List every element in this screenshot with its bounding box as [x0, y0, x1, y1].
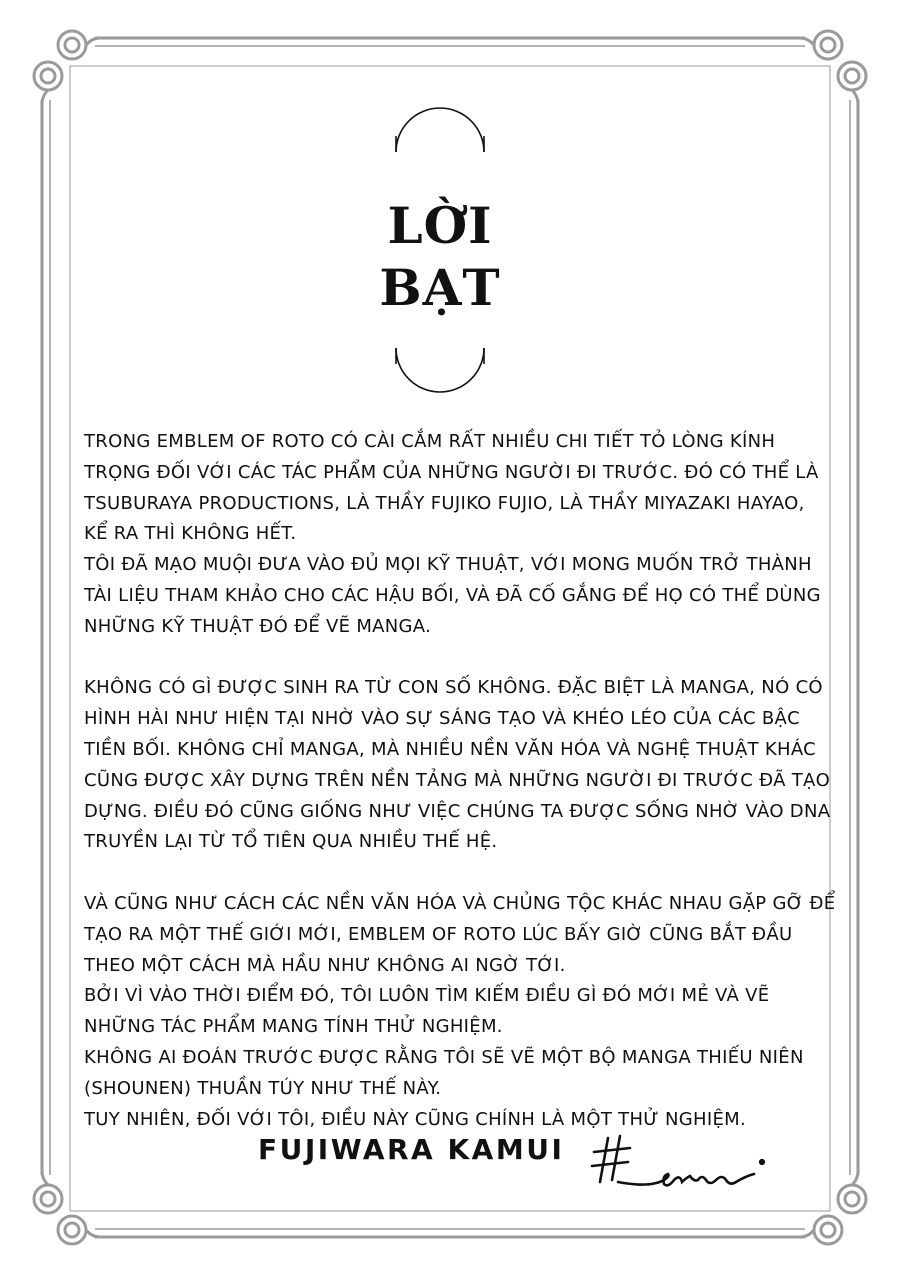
text-line: TSUBURAYA PRODUCTIONS, LÀ THẦY FUJIKO FUJIO, LÀ THẦY MIYAZAKI HAYAO,	[84, 492, 805, 514]
text-line: TRUYỀN LẠI TỪ TỔ TIÊN QUA NHIỀU THẾ HỆ.	[84, 831, 498, 853]
title-block	[340, 100, 540, 400]
text-line: TRONG EMBLEM OF ROTO CÓ CÀI CẮM RẤT NHIỀU CHI TIẾT TỎ LÒNG KÍNH	[84, 431, 776, 452]
text-line: HÌNH HÀI NHƯ HIỆN TẠI NHỜ VÀO SỰ SÁNG TẠO VÀ KHÉO LÉO CỦA CÁC BẬC	[84, 708, 801, 730]
author-name: FUJIWARA KAMUI	[258, 1133, 565, 1166]
page-title-line-2: BẠT	[379, 258, 501, 317]
text-line: (SHOUNEN) THUẦN TÚY NHƯ THẾ NÀY.	[84, 1077, 442, 1099]
text-line: CŨNG ĐƯỢC XÂY DỰNG TRÊN NỀN TẢNG MÀ NHỮNG NGƯỜI ĐI TRƯỚC ĐÃ TẠO	[84, 769, 831, 791]
text-line: THEO MỘT CÁCH MÀ HẦU NHƯ KHÔNG AI NGỜ TỚI.	[84, 954, 566, 976]
text-line: TÀI LIỆU THAM KHẢO CHO CÁC HẬU BỐI, VÀ ĐÃ CỐ GẮNG ĐỂ HỌ CÓ THỂ DÙNG	[84, 584, 821, 606]
paragraph-2	[84, 673, 831, 858]
text-line: TUY NHIÊN, ĐỐI VỚI TÔI, ĐIỀU NÀY CŨNG CHÍNH LÀ MỘT THỬ NGHIỆM.	[84, 1108, 747, 1130]
author-signature	[590, 1130, 780, 1200]
text-line: NHỮNG KỸ THUẬT ĐÓ ĐỂ VẼ MANGA.	[84, 615, 432, 637]
text-line: TÔI ĐÃ MẠO MUỘI ĐƯA VÀO ĐỦ MỌI KỸ THUẬT, VỚI MONG MUỐN TRỞ THÀNH	[84, 554, 812, 576]
paragraph-3	[84, 889, 836, 1135]
text-line: KỂ RA THÌ KHÔNG HẾT.	[84, 523, 297, 545]
text-line: NHỮNG TÁC PHẨM MANG TÍNH THỬ NGHIỆM.	[84, 1016, 503, 1038]
text-line: KHÔNG CÓ GÌ ĐƯỢC SINH RA TỪ CON SỐ KHÔNG. ĐẶC BIỆT LÀ MANGA, NÓ CÓ	[84, 677, 823, 699]
text-line: DỰNG. ĐIỀU ĐÓ CŨNG GIỐNG NHƯ VIỆC CHÚNG TA ĐƯỢC SỐNG NHỜ VÀO DNA	[84, 800, 831, 822]
page-title-line-1: LỜI	[387, 196, 493, 255]
paragraph-1	[84, 427, 821, 643]
text-line: TIỀN BỐI. KHÔNG CHỈ MANGA, MÀ NHIỀU NỀN VĂN HÓA VÀ NGHỆ THUẬT KHÁC	[84, 738, 817, 760]
text-line: BỞI VÌ VÀO THỜI ĐIỂM ĐÓ, TÔI LUÔN TÌM KIẾM ĐIỀU GÌ ĐÓ MỚI MẺ VÀ VẼ	[84, 985, 770, 1007]
afterword-body	[84, 427, 836, 1135]
text-line: TRỌNG ĐỐI VỚI CÁC TÁC PHẨM CỦA NHỮNG NGƯỜI ĐI TRƯỚC. ĐÓ CÓ THỂ LÀ	[84, 461, 819, 483]
text-line: TẠO RA MỘT THẾ GIỚI MỚI, EMBLEM OF ROTO LÚC BẤY GIỜ CŨNG BẮT ĐẦU	[84, 923, 793, 945]
text-line: KHÔNG AI ĐOÁN TRƯỚC ĐƯỢC RẰNG TÔI SẼ VẼ MỘT BỘ MANGA THIẾU NIÊN	[84, 1046, 804, 1068]
text-line: VÀ CŨNG NHƯ CÁCH CÁC NỀN VĂN HÓA VÀ CHỦNG TỘC KHÁC NHAU GẶP GỠ ĐỂ	[84, 892, 836, 914]
